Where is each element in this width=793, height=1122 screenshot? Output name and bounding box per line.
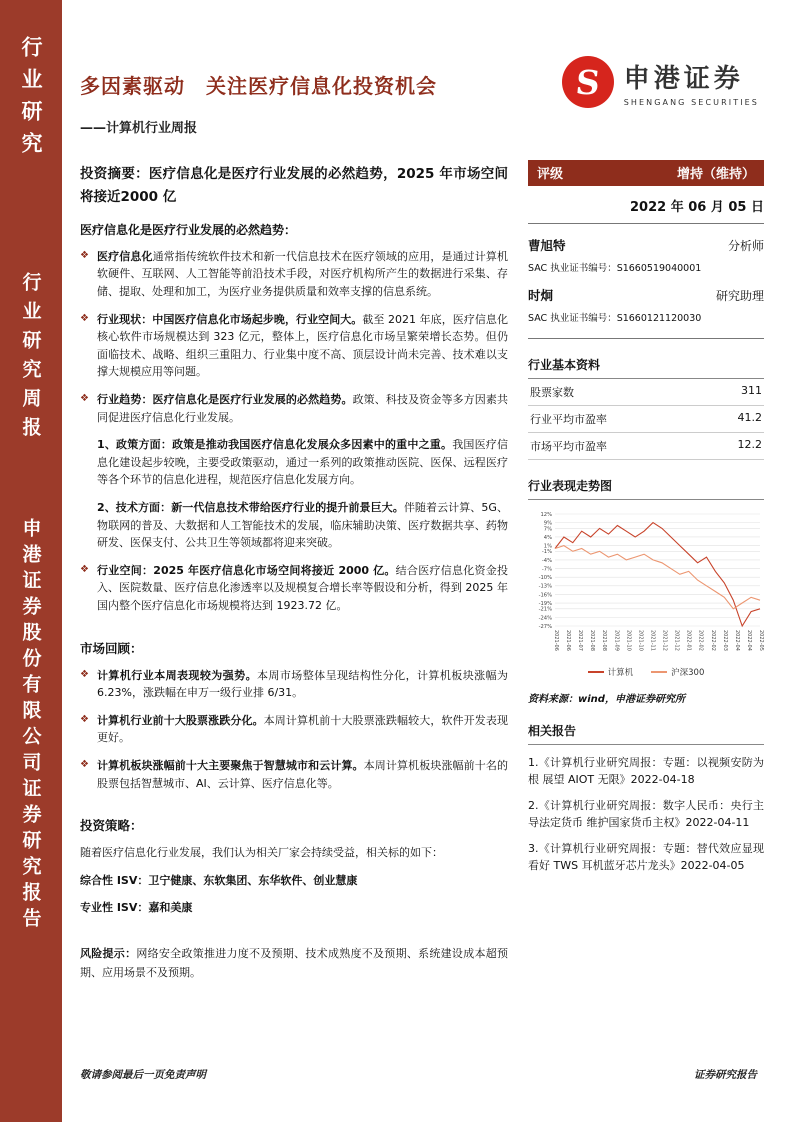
svg-text:2022-03: 2022-03 — [721, 630, 728, 651]
risk-lead: 风险提示： — [80, 946, 137, 960]
bullet-top10-divergence — [80, 712, 508, 747]
info-column — [528, 160, 764, 874]
diamond-bullet-icon: ❖ — [80, 713, 89, 725]
bullet-lead: 行业趋势：医疗信息化是医疗行业发展的必然趋势。 — [97, 393, 353, 407]
footer-report-type: 证券研究报告 — [694, 1069, 757, 1081]
bullet-definition — [80, 248, 508, 301]
basics-label: 市场平均市盈率 — [530, 440, 607, 453]
svg-text:2021-06: 2021-06 — [553, 630, 559, 651]
rating-label: 评级 — [537, 167, 564, 182]
legend-line-icon — [588, 671, 604, 673]
analyst-cert: SAC 执业证书编号：S1660519040001 — [528, 263, 702, 274]
strategy-lead: 综合性 ISV： — [80, 873, 149, 887]
bullet-rest: 本周市场整体呈现结构性分化，计算机板块涨幅为 6.23%，涨跌幅在申万一级行业排 6/31。 — [97, 668, 508, 700]
industry-basics-header: 行业基本资料 — [528, 349, 764, 379]
chart-source-note: 资料来源：wind，申港证券研究所 — [528, 694, 685, 705]
analyst-block — [528, 236, 764, 274]
subpoint-policy — [97, 436, 508, 489]
logo-name-en: SHENGANG SECURITIES — [623, 97, 759, 107]
bullet-rest: 截至 2021 年底，医疗信息化核心软件市场规模达到 323 亿元，整体上，医疗信息化市场呈繁荣增长态势。但仍面临技术、战略、组织三重阻力、行业集中度不高、顶层设计尚未完善、技术难以支撑大规模应用等问题。 — [97, 312, 508, 379]
bullet-market-space — [80, 562, 508, 615]
subpoint-lead: 2、技术方面：新一代信息技术带给医疗行业的提升前景巨大。 — [97, 501, 404, 514]
svg-text:2021-11: 2021-11 — [649, 630, 656, 651]
summary-column — [80, 163, 508, 982]
svg-text:2021-10: 2021-10 — [637, 630, 644, 651]
legend-item-csi300 — [651, 666, 704, 678]
related-report-item: 3.《计算机行业研究周报：专题：替代效应显现 看好 TWS 耳机蓝牙芯片龙头》2022-04-05 — [528, 842, 764, 873]
risk-warning — [80, 945, 508, 982]
logo-glyph: S — [573, 62, 602, 102]
svg-text:2021-12: 2021-12 — [673, 630, 680, 651]
rating-bar — [528, 160, 764, 186]
svg-text:-16%: -16% — [538, 592, 552, 599]
diamond-bullet-icon: ❖ — [80, 668, 89, 680]
investment-summary-heading: 投资摘要：医疗信息化是医疗行业发展的必然趋势，2025 年市场空间将接近2000 亿 — [80, 166, 508, 205]
svg-text:12%: 12% — [540, 511, 552, 518]
basics-label: 行业平均市盈率 — [530, 413, 607, 426]
footer-disclaimer: 敬请参阅最后一页免责声明 — [80, 1069, 206, 1081]
sidebar-label-industry-research: 行业研究 — [19, 36, 43, 164]
bullet-rest: 政策、科技及资金等多方因素共同促进医疗信息化行业发展。 — [97, 393, 509, 424]
performance-chart-header: 行业表现走势图 — [528, 470, 764, 500]
legend-item-computer — [588, 666, 634, 678]
subpoint-rest: 我国医疗信息化建设起步较晚，主要受政策驱动，通过一系列的政策推动医院、医保、远程医疗等各个环节的信息化进程，规范医疗信息化发展方向。 — [97, 438, 509, 487]
svg-text:9%: 9% — [543, 520, 552, 527]
sidebar-label-weekly-report: 行业研究周报 — [19, 272, 42, 446]
legend-label: 计算机 — [607, 668, 634, 678]
bullet-industry-trend — [80, 391, 508, 426]
bullet-lead: 计算机板块涨幅前十大主要聚焦于智慧城市和云计算。 — [97, 758, 364, 772]
strategy-names: 卫宁健康、东软集团、东华软件、创业慧康 — [148, 873, 358, 887]
analyst-role: 研究助理 — [715, 289, 764, 303]
strategy-line-general-isv — [80, 872, 508, 890]
svg-text:4%: 4% — [543, 534, 552, 541]
svg-text:2021-10: 2021-10 — [625, 630, 632, 651]
bullet-lead: 行业空间：2025 年医疗信息化市场空间将接近 2000 亿。 — [97, 563, 396, 577]
basics-value: 311 — [741, 384, 762, 397]
bullet-rest: 结合医疗信息化资金投入、医院数量、医疗信息化渗透率以及规模复合增长率等假设和分析，得到 2025 年国内整个医疗信息化市场规模将达到 1923.72 亿。 — [97, 563, 509, 612]
svg-text:-19%: -19% — [538, 600, 552, 607]
svg-text:2022-02: 2022-02 — [697, 630, 704, 651]
shengang-logo-icon — [562, 56, 614, 108]
svg-text:-7%: -7% — [541, 566, 552, 573]
svg-text:-21%: -21% — [538, 606, 552, 613]
analyst-name: 时炯 — [528, 288, 554, 303]
diamond-bullet-icon: ❖ — [80, 393, 89, 405]
bullet-rest: 本周计算机前十大股票涨跌幅较大，软件开发表现更好。 — [97, 713, 509, 745]
performance-chart — [528, 508, 764, 678]
analyst-block — [528, 286, 764, 324]
logo-names — [624, 58, 759, 107]
strategy-names: 嘉和美康 — [148, 901, 193, 915]
svg-text:-24%: -24% — [538, 615, 552, 622]
trend-section-title: 医疗信息化是医疗行业发展的必然趋势： — [80, 222, 297, 237]
basics-value: 41.2 — [737, 411, 762, 424]
bullet-lead: 计算机行业前十大股票涨跌分化。 — [97, 713, 264, 727]
strategy-lead: 专业性 ISV： — [80, 901, 149, 915]
svg-text:2022-01: 2022-01 — [685, 630, 692, 651]
svg-text:2022-05: 2022-05 — [758, 630, 764, 651]
chart-legend — [528, 666, 764, 678]
analyst-name: 曹旭特 — [528, 238, 566, 253]
svg-text:2021-08: 2021-08 — [589, 630, 596, 651]
basics-label: 股票家数 — [530, 386, 574, 399]
rating-value: 增持（维持） — [676, 167, 755, 182]
svg-text:2021-09: 2021-09 — [613, 630, 620, 651]
logo-name-cn: 申港证券 — [623, 63, 744, 94]
svg-text:-10%: -10% — [538, 575, 552, 582]
svg-text:-4%: -4% — [541, 557, 552, 564]
svg-text:-13%: -13% — [538, 583, 552, 590]
svg-text:2021-06: 2021-06 — [565, 630, 572, 651]
divider-line — [528, 338, 764, 339]
risk-rest: 网络安全政策推进力度不及预期、技术成熟度不及预期、系统建设成本超预期、应用场景不及预期。 — [80, 946, 509, 979]
company-logo — [562, 56, 759, 108]
related-report-item: 1.《计算机行业研究周报：专题：以视频安防为根 展望 AIOT 无限》2022-04-18 — [528, 756, 764, 787]
market-review-title: 市场回顾： — [80, 640, 143, 656]
sidebar-label-company-report: 申港证券股份有限公司证券研究报告 — [19, 518, 42, 934]
bullet-lead: 行业现状：中国医疗信息化市场起步晚，行业空间大。 — [97, 312, 363, 326]
subpoint-rest: 伴随着云计算、5G、物联网的普及、大数据和人工智能技术的发展，临床辅助决策、医疗数据共享、药物研发、医保支付、公共卫生等领域都将迎来突破。 — [97, 501, 508, 550]
svg-text:-27%: -27% — [538, 623, 552, 630]
basics-value: 12.2 — [737, 438, 762, 451]
svg-text:1%: 1% — [543, 543, 552, 550]
bullet-market-performance — [80, 667, 508, 702]
performance-line-chart — [528, 508, 764, 660]
report-subtitle: ——计算机行业周报 — [80, 121, 198, 136]
basics-row — [528, 433, 764, 460]
report-title: 多因素驱动 关注医疗信息化投资机会 — [80, 74, 437, 98]
bullet-lead: 医疗信息化 — [97, 249, 153, 263]
bullet-rest: 通常指传统软件技术和新一代信息技术在医疗领域的应用，是通过计算机软硬件、互联网、人工智能等前沿技术手段，对医疗机构所产生的数据进行采集、存储、提取、处理和加工，为医疗业务提供质量和效率支撑的信息系统。 — [97, 249, 509, 299]
bullet-rest: 本周计算机板块涨幅前十名的股票包括智慧城市、AI、云计算、医疗信息化等。 — [97, 758, 509, 790]
legend-label: 沪深300 — [671, 668, 705, 678]
diamond-bullet-icon: ❖ — [80, 758, 89, 770]
subpoint-technology — [97, 499, 508, 552]
strategy-title: 投资策略： — [80, 818, 143, 834]
svg-text:2022-02: 2022-02 — [709, 630, 716, 651]
basics-row — [528, 406, 764, 433]
related-reports-header: 相关报告 — [528, 715, 764, 745]
bullet-industry-status — [80, 311, 508, 381]
report-date: 2022 年 06 月 05 日 — [528, 186, 764, 224]
bullet-top-gainers — [80, 757, 508, 792]
legend-line-icon — [651, 671, 667, 673]
basics-row — [528, 379, 764, 406]
svg-text:2022-04: 2022-04 — [733, 630, 740, 651]
svg-text:2021-08: 2021-08 — [601, 630, 608, 651]
svg-text:2021-12: 2021-12 — [661, 630, 668, 651]
diamond-bullet-icon: ❖ — [80, 563, 89, 575]
svg-text:2021-07: 2021-07 — [577, 630, 584, 651]
subpoint-lead: 1、政策方面：政策是推动我国医疗信息化发展众多因素中的重中之重。 — [97, 438, 453, 452]
svg-text:7%: 7% — [543, 526, 552, 533]
analyst-role: 分析师 — [727, 239, 764, 253]
svg-text:-1%: -1% — [541, 549, 552, 556]
diamond-bullet-icon: ❖ — [80, 312, 89, 324]
bullet-lead: 计算机行业本周表现较为强势。 — [97, 668, 257, 682]
svg-text:2022-04: 2022-04 — [745, 630, 752, 651]
vertical-red-band — [0, 0, 62, 1122]
related-report-item: 2.《计算机行业研究周报：数字人民币：央行主导法定货币 维护国家货币主权》2022-04-11 — [528, 799, 764, 830]
strategy-line-special-isv — [80, 899, 508, 917]
analyst-cert: SAC 执业证书编号：S1660121120030 — [528, 313, 702, 324]
strategy-intro: 随着医疗信息化行业发展，我们认为相关厂家会持续受益，相关标的如下： — [80, 846, 443, 860]
diamond-bullet-icon: ❖ — [80, 249, 89, 261]
